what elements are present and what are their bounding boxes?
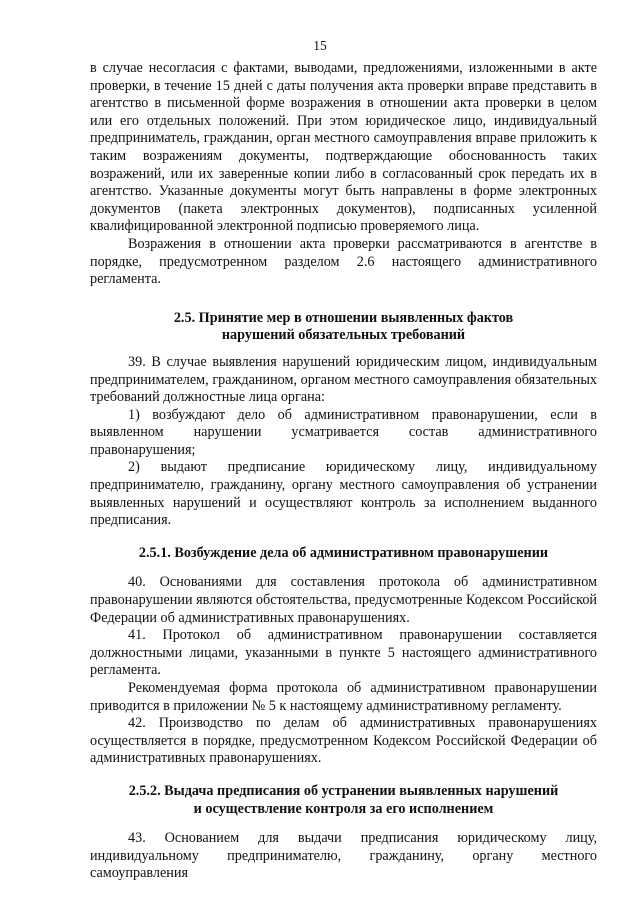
paragraph: 1) возбуждают дело об административном правонарушении, если в выявленном нарушении усматривается состав административного правонарушения; [90, 406, 597, 458]
paragraph: 43. Основанием для выдачи предписания юридическому лицу, индивидуальному предпринимателю, гражданину, органу местного самоуправления [90, 830, 597, 882]
paragraph: 39. В случае выявления нарушений юридическим лицом, индивидуальным предпринимателем, гражданином, органом местного самоуправления обязательных требований должностные лица органа: [90, 353, 597, 406]
paragraph: 40. Основаниями для составления протокола об административном правонарушении являются обстоятельства, предусмотренные Кодексом Российской Федерации об административных правонарушениях. [90, 574, 598, 626]
section-heading-line: 2.5.2. Выдача предписания об устранении выявленных нарушений [128, 782, 559, 799]
paragraph: 41. Протокол об административном правонарушении составляется должностными лицами, указанными в пункте 5 настоящего административного регламента. [90, 627, 597, 679]
paragraph: Рекомендуемая форма протокола об административном правонарушении приводится в приложении № 5 к настоящему административному регламенту. [90, 680, 597, 714]
section-heading-line: и осуществление контроля за его исполнением [193, 800, 494, 817]
paragraph: 42. Производство по делам об административных правонарушениях осуществляется в порядке, предусмотренном Кодексом Российской Федерации об административных правонарушениях. [90, 715, 597, 767]
section-heading-line: 2.5.1. Возбуждение дела об административном правонарушении [138, 544, 549, 561]
section-heading-line: 2.5. Принятие мер в отношении выявленных фактов [173, 309, 514, 326]
page-number: 15 [313, 38, 327, 53]
paragraph: в случае несогласия с фактами, выводами, предложениями, изложенными в акте проверки, в течение 15 дней с даты получения акта проверки вправе представить в агентство в письменной форме возражения в отношении акта проверки в целом или его отдельных положений. При этом юридическое лицо, индивидуальный предприниматель, гражданин, орган местного самоуправления вправе приложить к таким возражениям документы, подтверждающие обоснованность таких возражений, или их заверенные копии либо в согласованный срок передать их в агентство. Указанные документы могут быть направлены в форме электронных документов (пакета электронных документов), подписанных усиленной квалифицированной электронной подписью проверяемого лица. [90, 60, 597, 235]
section-heading [90, 545, 597, 563]
document-body [90, 60, 597, 883]
paragraph: Возражения в отношении акта проверки рассматриваются в агентстве в порядке, предусмотренном разделом 2.6 настоящего административного регламента. [90, 235, 597, 288]
section-heading [90, 310, 597, 345]
section-heading-line: нарушений обязательных требований [221, 327, 466, 344]
paragraph: 2) выдают предписание юридическому лицу, индивидуальному предпринимателю, гражданину, органу местного самоуправления об устранении выявленных нарушений и осуществляют контроль за исполнением выданного предписания. [90, 459, 597, 529]
section-heading [90, 783, 597, 818]
